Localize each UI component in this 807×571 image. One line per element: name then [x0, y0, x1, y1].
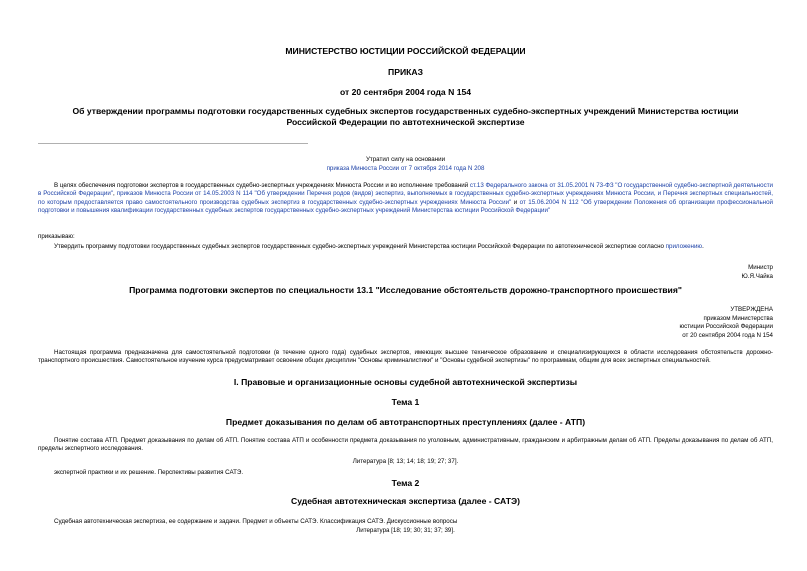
- status-block: [38, 156, 773, 173]
- topic-1-title: Предмет доказывания по делам об автотранспортных преступлениях (далее - АТП): [225, 417, 586, 427]
- approve-text: Утвердить программу подготовки государственных судебных экспертов государственных судебно-экспертных учреждений Министерства юстиции Российской Федерации по автотехнической экспертизе согласно: [54, 243, 666, 250]
- ministry-heading: МИНИСТЕРСТВО ЮСТИЦИИ РОССИЙСКОЙ ФЕДЕРАЦИИ: [285, 46, 526, 56]
- law-link[interactable]: ст.13 Федерального закона от 31.05.2001 N 73-ФЗ "О государственной судебно-экспертной деятельности в Российской Федерации": [38, 182, 774, 198]
- approved-order-date: от 20 сентября 2004 года N 154: [682, 331, 773, 339]
- topic-1-body: Понятие состава АТП. Предмет доказывания по делам об АТП. Понятие состава АТП и особенности предмета доказывания по уголовным, административным, гражданским и арбитражным делам об АТП. Пределы доказывания по делам об АТП, пределы экспертного исследования.: [38, 437, 773, 453]
- topic-2-label: Тема 2: [391, 478, 420, 488]
- topic-1-extra: экспертной практики и их решение. Перспективы развития САТЭ.: [54, 469, 244, 476]
- lost-force-link[interactable]: приказа Минюста России от 7 октября 2014 года N 208: [326, 164, 485, 172]
- preamble-text-1: В целях обеспечения подготовки экспертов в государственных судебно-экспертных учреждениях Минюста России и во исполнение требований: [54, 182, 470, 189]
- topic-1-label: Тема 1: [391, 397, 420, 407]
- topic-2-literature: Литература [18; 19; 30; 31; 37; 39].: [356, 527, 455, 534]
- approve-end: .: [702, 243, 704, 250]
- approval-block: [560, 306, 773, 340]
- approve-paragraph: [38, 243, 773, 251]
- program-intro: Настоящая программа предназначена для самостоятельной подготовки (в течение одного года) судебных экспертов, имеющих высшее техническое образование и специализирующихся в области исследования обстоятельств дорожно-транспортного происшествия. Самостоятельное изучение курса предусматривает освоение общих дисциплин "Основы криминалистики" и "Основы судебной экспертизы" по программам, общим для всех экспертных специальностей.: [38, 349, 773, 365]
- orders-text: приказываю:: [38, 233, 75, 240]
- topic-1-literature: Литература [8; 13; 14; 18; 19; 27; 37].: [352, 458, 459, 465]
- signature-position: Министр: [748, 264, 773, 271]
- doc-date-number: от 20 сентября 2004 года N 154: [339, 87, 472, 97]
- preamble-paragraph: [38, 182, 773, 216]
- signature-name: Ю.Я.Чайка: [741, 272, 773, 280]
- preamble-text-2: ,: [113, 190, 117, 198]
- approved-label: УТВЕРЖДЕНА: [730, 306, 773, 313]
- preamble-text-3: и: [511, 198, 520, 206]
- section-1-title: I. Правовые и организационные основы судебной автотехнической экспертизы: [233, 377, 578, 387]
- topic-2-title: Судебная автотехническая экспертиза (далее - САТЭ): [291, 496, 520, 506]
- topic-2-body: Судебная автотехническая экспертиза, ее содержание и задачи. Предмет и объекты САТЭ. Классификация САТЭ. Дискуссионные вопросы: [54, 518, 458, 525]
- order-114-link[interactable]: приказов Минюста России от 14.05.2003 N 114 "Об утверждении Перечня родов (видов) экспертиз, выполняемых в государственных судебно-экспертных учреждениях Минюста России, и Перечня экспертных специальностей, по которым предоставляется право самостоятельного производства судебных экспертиз в государственных судебно-экспертных учреждениях Минюста России": [38, 190, 773, 206]
- doc-title: Об утверждении программы подготовки государственных судебных экспертов государственных судебно-экспертных учреждений Министерства юстиции Российской Федерации по автотехнической экспертизе: [72, 106, 739, 127]
- appendix-link[interactable]: приложению: [665, 243, 703, 250]
- program-title: Программа подготовки экспертов по специальности 13.1 "Исследование обстоятельств дорожно-транспортного происшествия": [129, 285, 682, 295]
- separator-line: [38, 143, 308, 144]
- approved-by-order: приказом Министерства: [703, 314, 773, 322]
- order-112-link[interactable]: от 15.06.2004 N 112 "Об утверждении Положения об организации профессиональной подготовки и повышения квалификации государственных судебных экспертов государственных судебно-экспертных учреждений Министерства юстиции Российской Федерации": [38, 198, 773, 215]
- approved-ministry: юстиции Российской Федерации: [679, 323, 773, 331]
- signature-block: [600, 264, 773, 281]
- doc-type-heading: ПРИКАЗ: [388, 67, 423, 77]
- lost-force-text: Утратил силу на основании: [365, 156, 446, 163]
